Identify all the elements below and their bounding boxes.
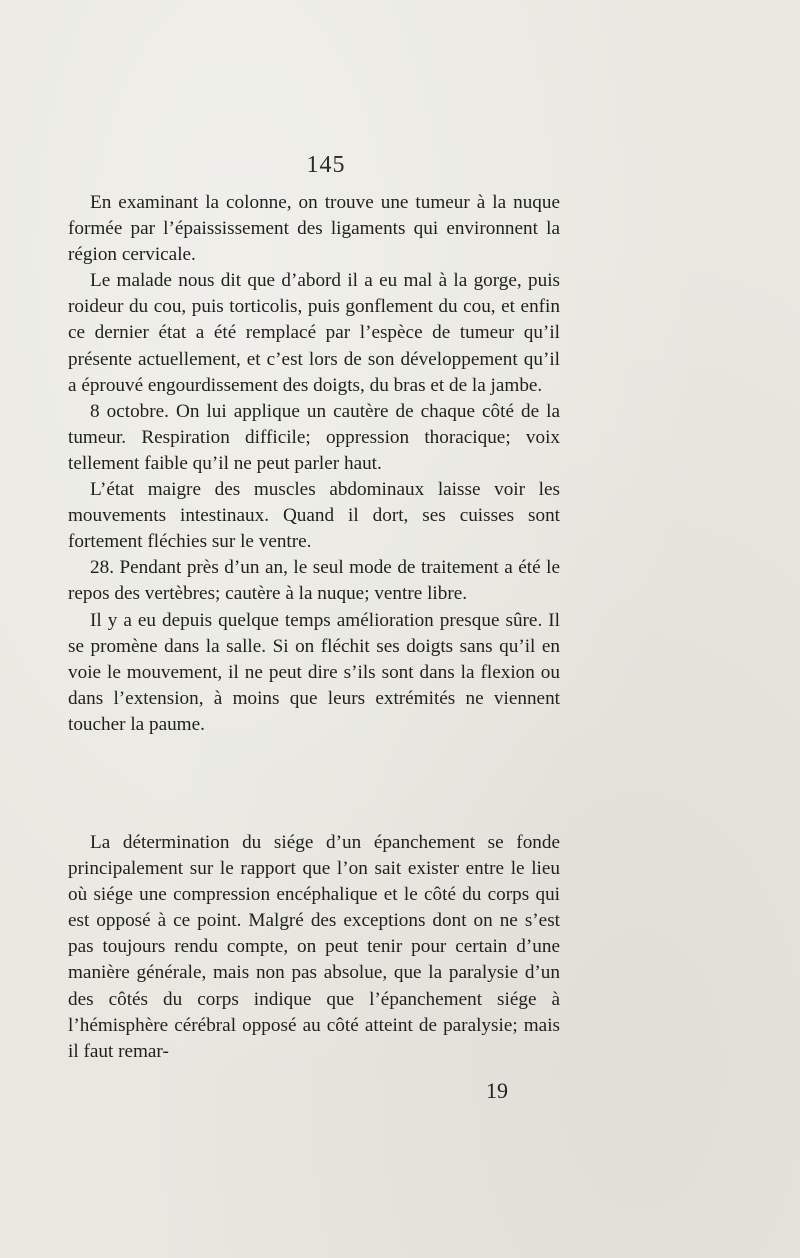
paragraph-abdominal-muscles: L’état maigre des muscles abdominaux laisse voir les mouvements intestinaux. Quand il dort, ses cuisses sont fortement fléchies sur le ventre. — [68, 479, 560, 553]
paragraph-day-28: 28. Pendant près d’un an, le seul mode de traitement a été le repos des vertèbres; cautère à la nuque; ventre libre. — [68, 557, 560, 605]
discussion-section — [68, 830, 560, 1065]
clinical-notes-section — [68, 190, 560, 738]
paragraph-improvement: Il y a eu depuis quelque temps amélioration presque sûre. Il se promène dans la salle. Si on fléchit ses doigts sans qu’il en voie le mouvement, il ne peut dire s’ils sont dans la flexion ou dans l’extension, à moins que leurs extrémités ne viennent toucher la paume. — [68, 609, 560, 735]
page-number: 145 — [306, 152, 346, 178]
paragraph-effusion-location: La détermination du siége d’un épanchement se fonde principalement sur le rapport que l’on sait exister entre le lieu où siége une compression encéphalique et le côté du corps qui est opposé à ce point. Malgré des exceptions dont on ne s’est pas toujours rendu compte, on peut tenir pour certain d’une manière générale, mais non pas absolue, que la paralysie d’un des côtés du corps indique que l’épanchement siége à l’hémisphère cérébral opposé au côté atteint de paralysie; mais il faut remar- — [68, 832, 560, 1062]
paragraph-examination: En examinant la colonne, on trouve une tumeur à la nuque formée par l’épaississement des ligaments qui environnent la région cervicale. — [68, 192, 560, 266]
signature-mark: 19 — [486, 1078, 508, 1103]
paragraph-october-8: 8 octobre. On lui applique un cautère de chaque côté de la tumeur. Respiration difficile; oppression thoracique; voix tellement faible qu’il ne peut parler haut. — [68, 400, 560, 474]
paragraph-patient-history: Le malade nous dit que d’abord il a eu mal à la gorge, puis roideur du cou, puis torticolis, puis gonflement du cou, et enfin ce dernier état a été remplacé par l’espèce de tumeur qu’il présente actuellement, et c’est lors de son développement qu’il a éprouvé engourdissement des doigts, du bras et de la jambe. — [68, 270, 560, 396]
